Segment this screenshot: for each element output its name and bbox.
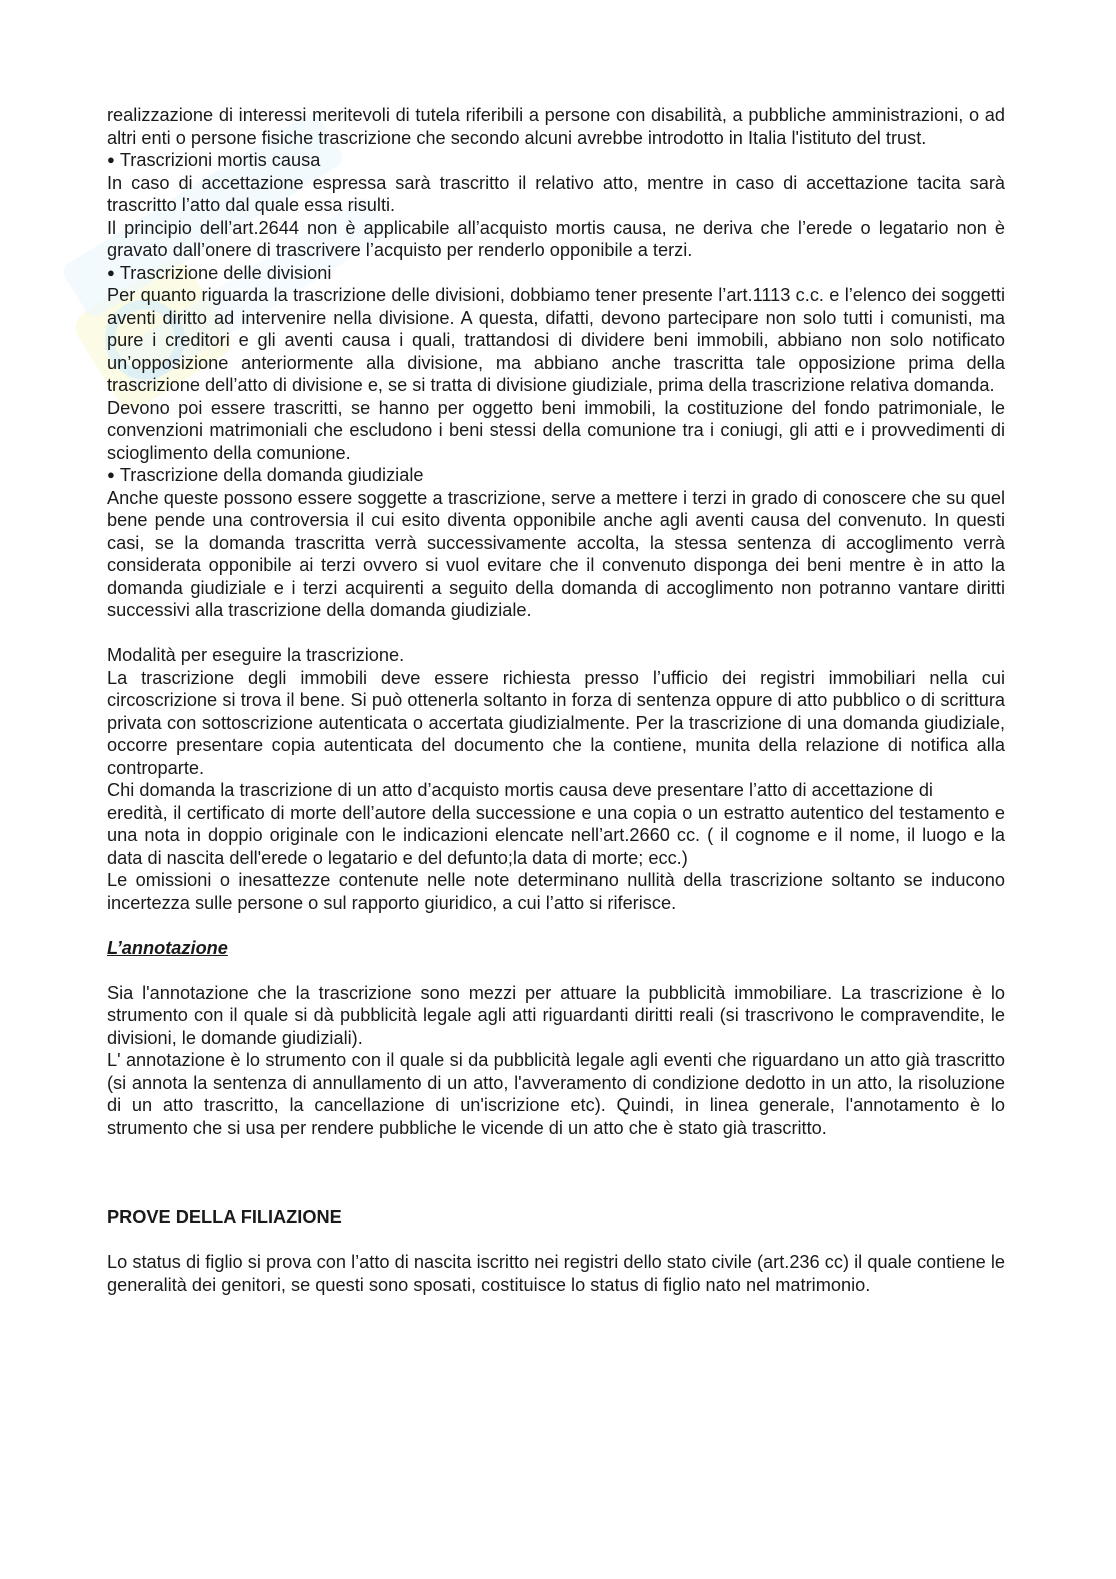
paragraph-mortis-2: Il principio dell’art.2644 non è applicabile all’acquisto mortis causa, ne deriva che l’erede o legatario non è gravato dall’onere di trascrivere l’acquisto per renderlo opponibile a terzi. (107, 217, 1005, 260)
annotazione-heading: L’annotazione (107, 937, 228, 958)
spacer (107, 914, 1005, 937)
paragraph-modalita-1: La trascrizione degli immobili deve essere richiesta presso l’ufficio dei registri immobiliari nella cui circoscrizione si trova il bene. Si può ottenerla soltanto in forza di sentenza oppure di atto pubblico o di scrittura privata con sottoscrizione autenticata o accertata giudizialmente. Per la trascrizione di una domanda giudiziale, occorre presentare copia autenticata del documento che la contiene, munita della relazione di notifica alla controparte. (107, 667, 1005, 778)
paragraph-trust: realizzazione di interessi meritevoli di tutela riferibili a persone con disabilità, a pubbliche amministrazioni, o ad altri enti o persone fisiche trascrizione che secondo alcuni avrebbe introdotto in Italia l'istituto del trust. (107, 105, 1005, 148)
paragraph-annotazione-1: Sia l'annotazione che la trascrizione sono mezzi per attuare la pubblicità immobiliare. La trascrizione è lo strumento con il quale si dà pubblicità legale agli atti riguardanti diritti reali (si trascrivono le compravendite, le divisioni, le domande giudiziali). (107, 982, 1005, 1048)
paragraph-modalita-2: Chi domanda la trascrizione di un atto d’acquisto mortis causa deve presentare l’atto di accettazione di (107, 780, 933, 800)
paragraph-divisioni-2: Devono poi essere trascritti, se hanno per oggetto beni immobili, la costituzione del fondo patrimoniale, le convenzioni matrimoniali che escludono i beni stessi della comunione tra i coniugi, gli atti e i provvedimenti di scioglimento della comunione. (107, 397, 1005, 463)
paragraph-domanda-1: Anche queste possono essere soggette a trascrizione, serve a mettere i terzi in grado di conoscere che su quel bene pende una controversia il cui esito diventa opponibile anche agli aventi causa del convenuto. In questi casi, se la domanda trascritta verrà successivamente accolta, la stessa sentenza di accoglimento verrà considerata opponibile ai terzi ovvero si vuol evitare che il convenuto disponga dei beni mentre è in atto la domanda giudiziale e i terzi acquirenti a seguito della domanda di accoglimento non potranno vantare diritti successivi alla trascrizione della domanda giudiziale. (107, 487, 1005, 620)
modalita-title: Modalità per eseguire la trascrizione. (107, 645, 405, 665)
bullet-mortis-causa: ● Trascrizioni mortis causa (107, 149, 1005, 172)
paragraph-annotazione-2: L' annotazione è lo strumento con il quale si da pubblicità legale agli eventi che riguardano un atto già trascritto (si annota la sentenza di annullamento di un atto, l'avveramento di condizione dedotto in un atto, la risoluzione di un atto trascritto, la cancellazione di un'iscrizione etc). Quindi, in linea generale, l'annotamento è lo strumento che si usa per rendere pubbliche le vicende di un atto che è stato già trascritto. (107, 1050, 1005, 1138)
spacer (107, 1229, 1005, 1252)
paragraph-mortis-1: In caso di accettazione espressa sarà trascritto il relativo atto, mentre in caso di accettazione tacita sarà trascritto l’atto dal quale essa risulti. (107, 172, 1005, 215)
paragraph-modalita-4: Le omissioni o inesattezze contenute nelle note determinano nullità della trascrizione soltanto se inducono incertezza sulle persone o sul rapporto giuridico, a cui l’atto si riferisce. (107, 870, 1005, 913)
paragraph-divisioni-1: Per quanto riguarda la trascrizione delle divisioni, dobbiamo tener presente l’art.1113 c.c. e l’elenco dei soggetti aventi diritto ad intervenire nella divisione. A questa, difatti, devono partecipare non solo tutti i comunisti, ma pure i creditori e gli aventi causa i quali, trattandosi di dividere beni immobili, abbiano non solo notificato un’opposizione anteriormente alla divisione, ma abbiano anche trascritta tale opposizione prima della trascrizione dell’atto di divisione e, se si tratta di divisione giudiziale, prima della trascrizione relativa domanda. (107, 285, 1005, 395)
paragraph-modalita-3: eredità, il certificato di morte dell’autore della successione e una copia o un estratto autentico del testamento e una nota in doppio originale con le indicazioni elencate nell’art.2660 cc. ( il cognome e il nome, il luogo e la data di nascita dell'erede o legatario e del defunto;la data di morte; ecc.) (107, 802, 1005, 868)
bullet-domanda-giudiziale: ● Trascrizione della domanda giudiziale (107, 464, 1005, 487)
spacer (107, 1139, 1005, 1206)
spacer (107, 959, 1005, 982)
spacer (107, 622, 1005, 645)
document-page (107, 104, 1005, 1296)
bullet-divisioni: ● Trascrizione delle divisioni (107, 262, 1005, 285)
prove-filiazione-heading: PROVE DELLA FILIAZIONE (107, 1207, 342, 1227)
paragraph-prove-1: Lo status di figlio si prova con l’atto di nascita iscritto nei registri dello stato civile (art.236 cc) il quale contiene le generalità dei genitori, se questi sono sposati, costituisce lo status di figlio nato nel matrimonio. (107, 1252, 1005, 1295)
